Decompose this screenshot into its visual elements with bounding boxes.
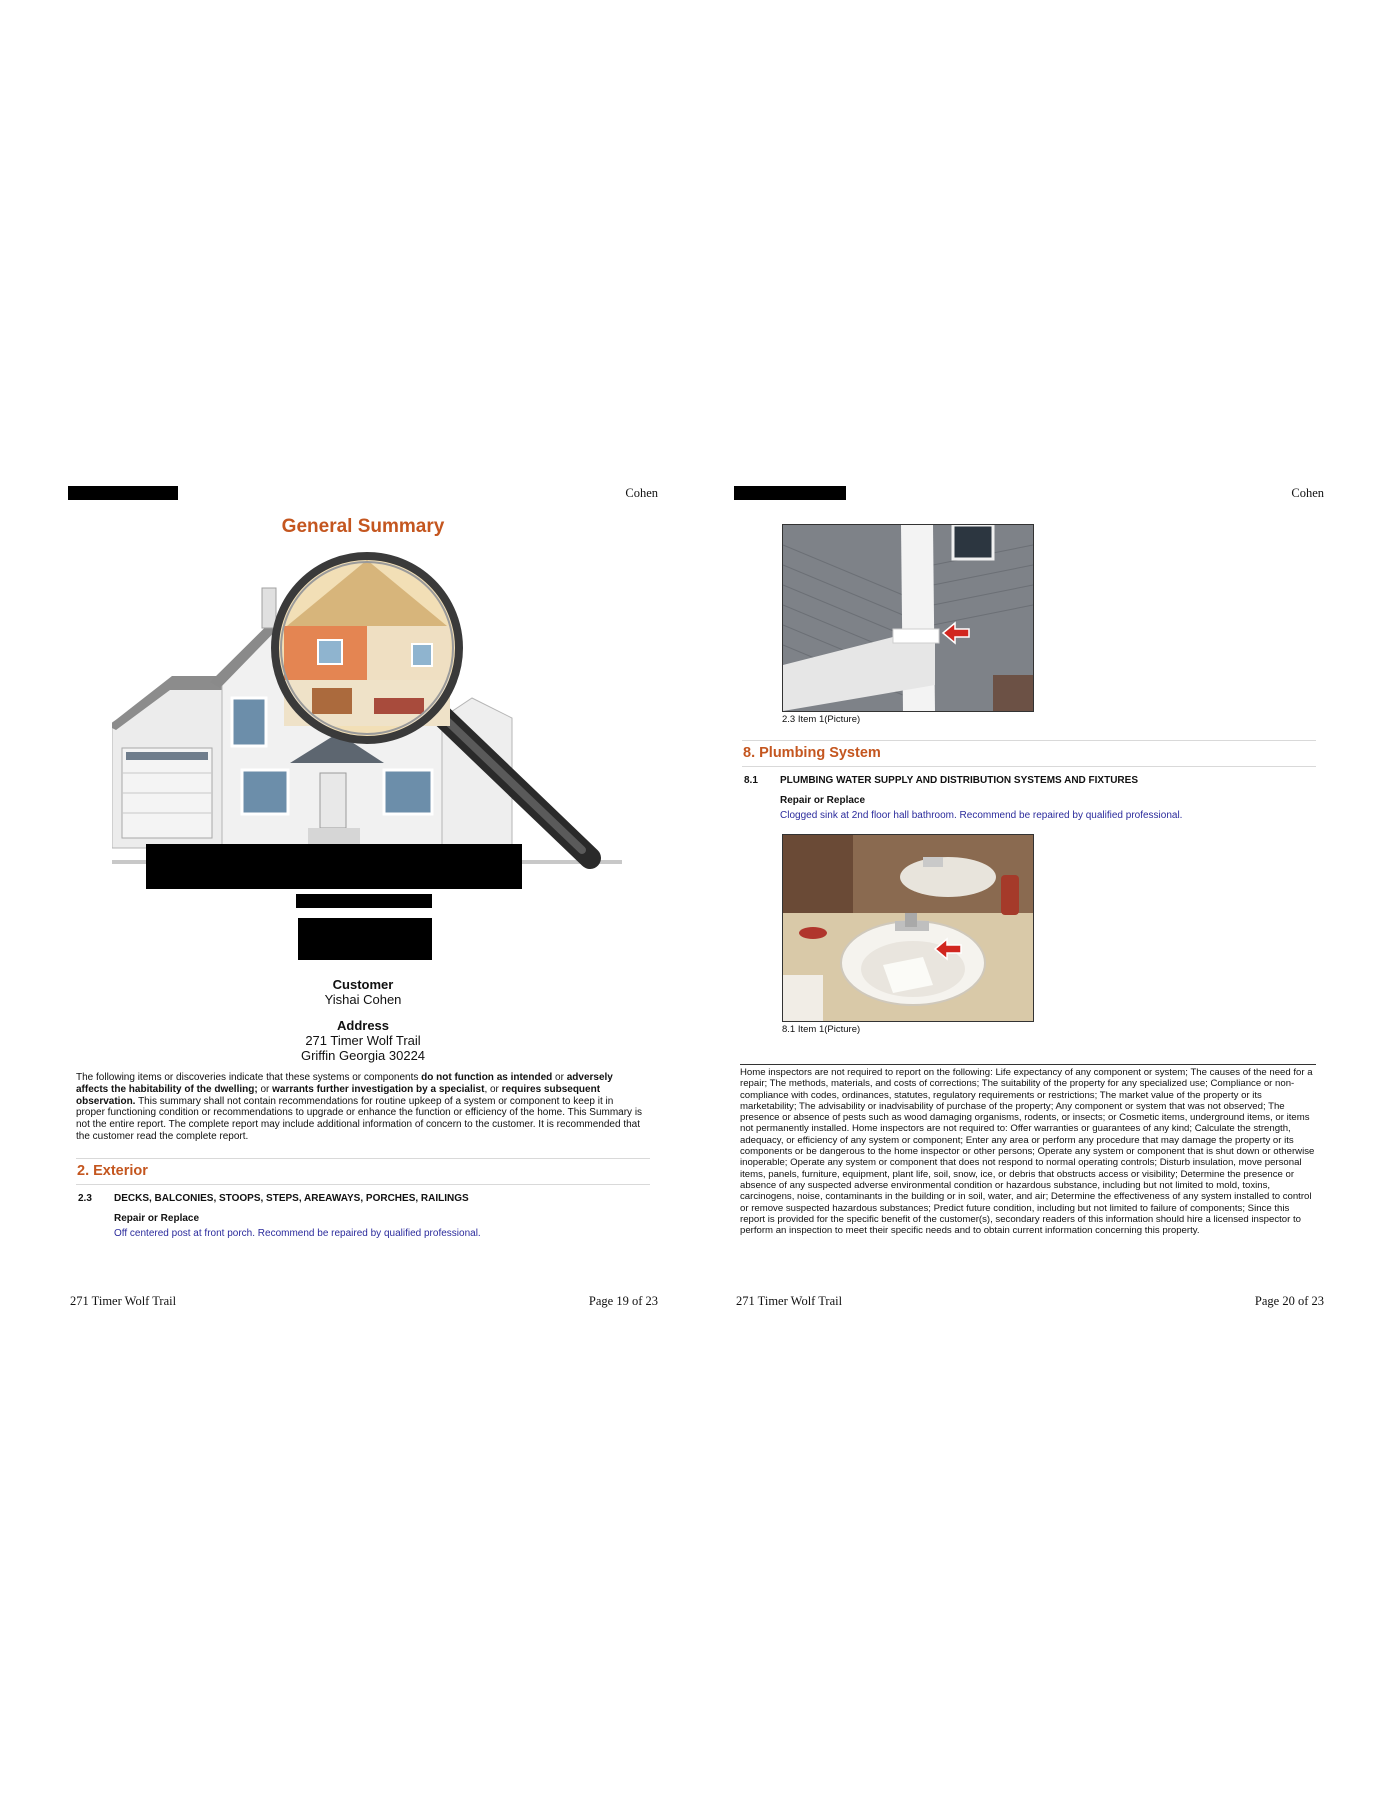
address-label: Address <box>336 1018 390 1033</box>
divider <box>742 766 1316 767</box>
section-title-plumbing: 8. Plumbing System <box>743 745 881 761</box>
divider <box>742 740 1316 741</box>
report-page-19 <box>68 480 658 1310</box>
address-block <box>68 1018 658 1063</box>
customer-block <box>68 977 658 1007</box>
footer-address: 271 Timer Wolf Trail <box>736 1294 843 1308</box>
item-title: DECKS, BALCONIES, STOOPS, STEPS, AREAWAYS, PORCHES, RAILINGS <box>114 1193 469 1204</box>
house-magnifier-illustration <box>112 548 622 878</box>
customer-label: Customer <box>332 977 394 992</box>
summary-intro-paragraph: The following items or discoveries indicate that these systems or components do not function as intended or adversely affects the habitability of the dwelling; or warrants further investigation by a specialist, or requires subsequent observation. This summary shall not contain recommendations for routine upkeep of a system or component to keep it in proper functioning condition or recommendations to upgrade or enhance the function or efficiency of the home. This Summary is not the entire report. The complete report may include additional information of concern to the customer. It is recommended that the customer read the complete report. <box>76 1072 643 1142</box>
report-page-20 <box>734 480 1324 1310</box>
item-note: Clogged sink at 2nd floor hall bathroom. Recommend be repaired by qualified professional. <box>780 810 1183 821</box>
redacted-header <box>68 486 178 500</box>
redacted-block <box>296 894 432 908</box>
divider <box>76 1184 650 1185</box>
item-number: 8.1 <box>744 775 758 786</box>
porch-post-photo <box>782 524 1034 712</box>
section-title-exterior: 2. Exterior <box>77 1163 148 1179</box>
page-header-name: Cohen <box>625 486 658 500</box>
item-note: Off centered post at front porch. Recommend be repaired by qualified professional. <box>114 1228 481 1239</box>
item-title: PLUMBING WATER SUPPLY AND DISTRIBUTION SYSTEMS AND FIXTURES <box>780 775 1138 786</box>
photo-caption: 2.3 Item 1(Picture) <box>782 714 861 725</box>
item-status: Repair or Replace <box>114 1213 200 1224</box>
page-header-name: Cohen <box>1291 486 1324 500</box>
footer-address: 271 Timer Wolf Trail <box>70 1294 177 1308</box>
footer-page-number: Page 19 of 23 <box>588 1294 658 1308</box>
divider <box>76 1158 650 1159</box>
customer-name: Yishai Cohen <box>324 992 402 1007</box>
address-line-1: 271 Timer Wolf Trail <box>305 1033 421 1048</box>
redacted-block <box>146 844 522 889</box>
address-line-2: Griffin Georgia 30224 <box>300 1048 426 1063</box>
item-number: 2.3 <box>78 1193 92 1204</box>
item-status: Repair or Replace <box>780 795 866 806</box>
page-title: General Summary <box>281 516 445 537</box>
redacted-header <box>734 486 846 500</box>
redacted-block <box>298 918 432 960</box>
clogged-sink-photo <box>782 834 1034 1022</box>
photo-caption: 8.1 Item 1(Picture) <box>782 1024 861 1035</box>
footer-page-number: Page 20 of 23 <box>1254 1294 1324 1308</box>
disclaimer-paragraph: Home inspectors are not required to report on the following: Life expectancy of any component or system; The causes of the need for a repair; The methods, materials, and costs of corrections; The suitability of the property for any specialized use; Compliance or non-compliance with codes, ordinances, statutes, regulatory requirements or restrictions; The market value of the property or its marketability; The advisability or inadvisability of purchase of the property; Any component or system that was not observed; The presence or absence of pests such as wood damaging organisms, rodents, or insects; or Cosmetic items, underground items, or items not permanently installed. Home inspectors are not required to: Offer warranties or guarantees of any kind; Calculate the strength, adequacy, or efficiency of any system or component; Enter any area or perform any procedure that may damage the property or its components or be dangerous to the home inspector or other persons; Operate any system or component that is shut down or otherwise inoperable; Operate any system or component that does not respond to normal operating controls; Disturb insulation, move personal items, panels, furniture, equipment, plant life, soil, snow, ice, or debris that obstructs access or visibility; Determine the presence or absence of any suspected adverse environmental condition or hazardous substance, including but not limited to mold, toxins, carcinogens, noise, contaminants in the building or in soil, water, and air; Determine the effectiveness of any system installed to control or remove suspected hazardous substances; Predict future condition, including but not limited to failure of components; Since this report is provided for the specific benefit of the customer(s), secondary readers of this information should hire a licensed inspector to perform an inspection to meet their specific needs and to obtain current information concerning this property. <box>740 1064 1316 1236</box>
